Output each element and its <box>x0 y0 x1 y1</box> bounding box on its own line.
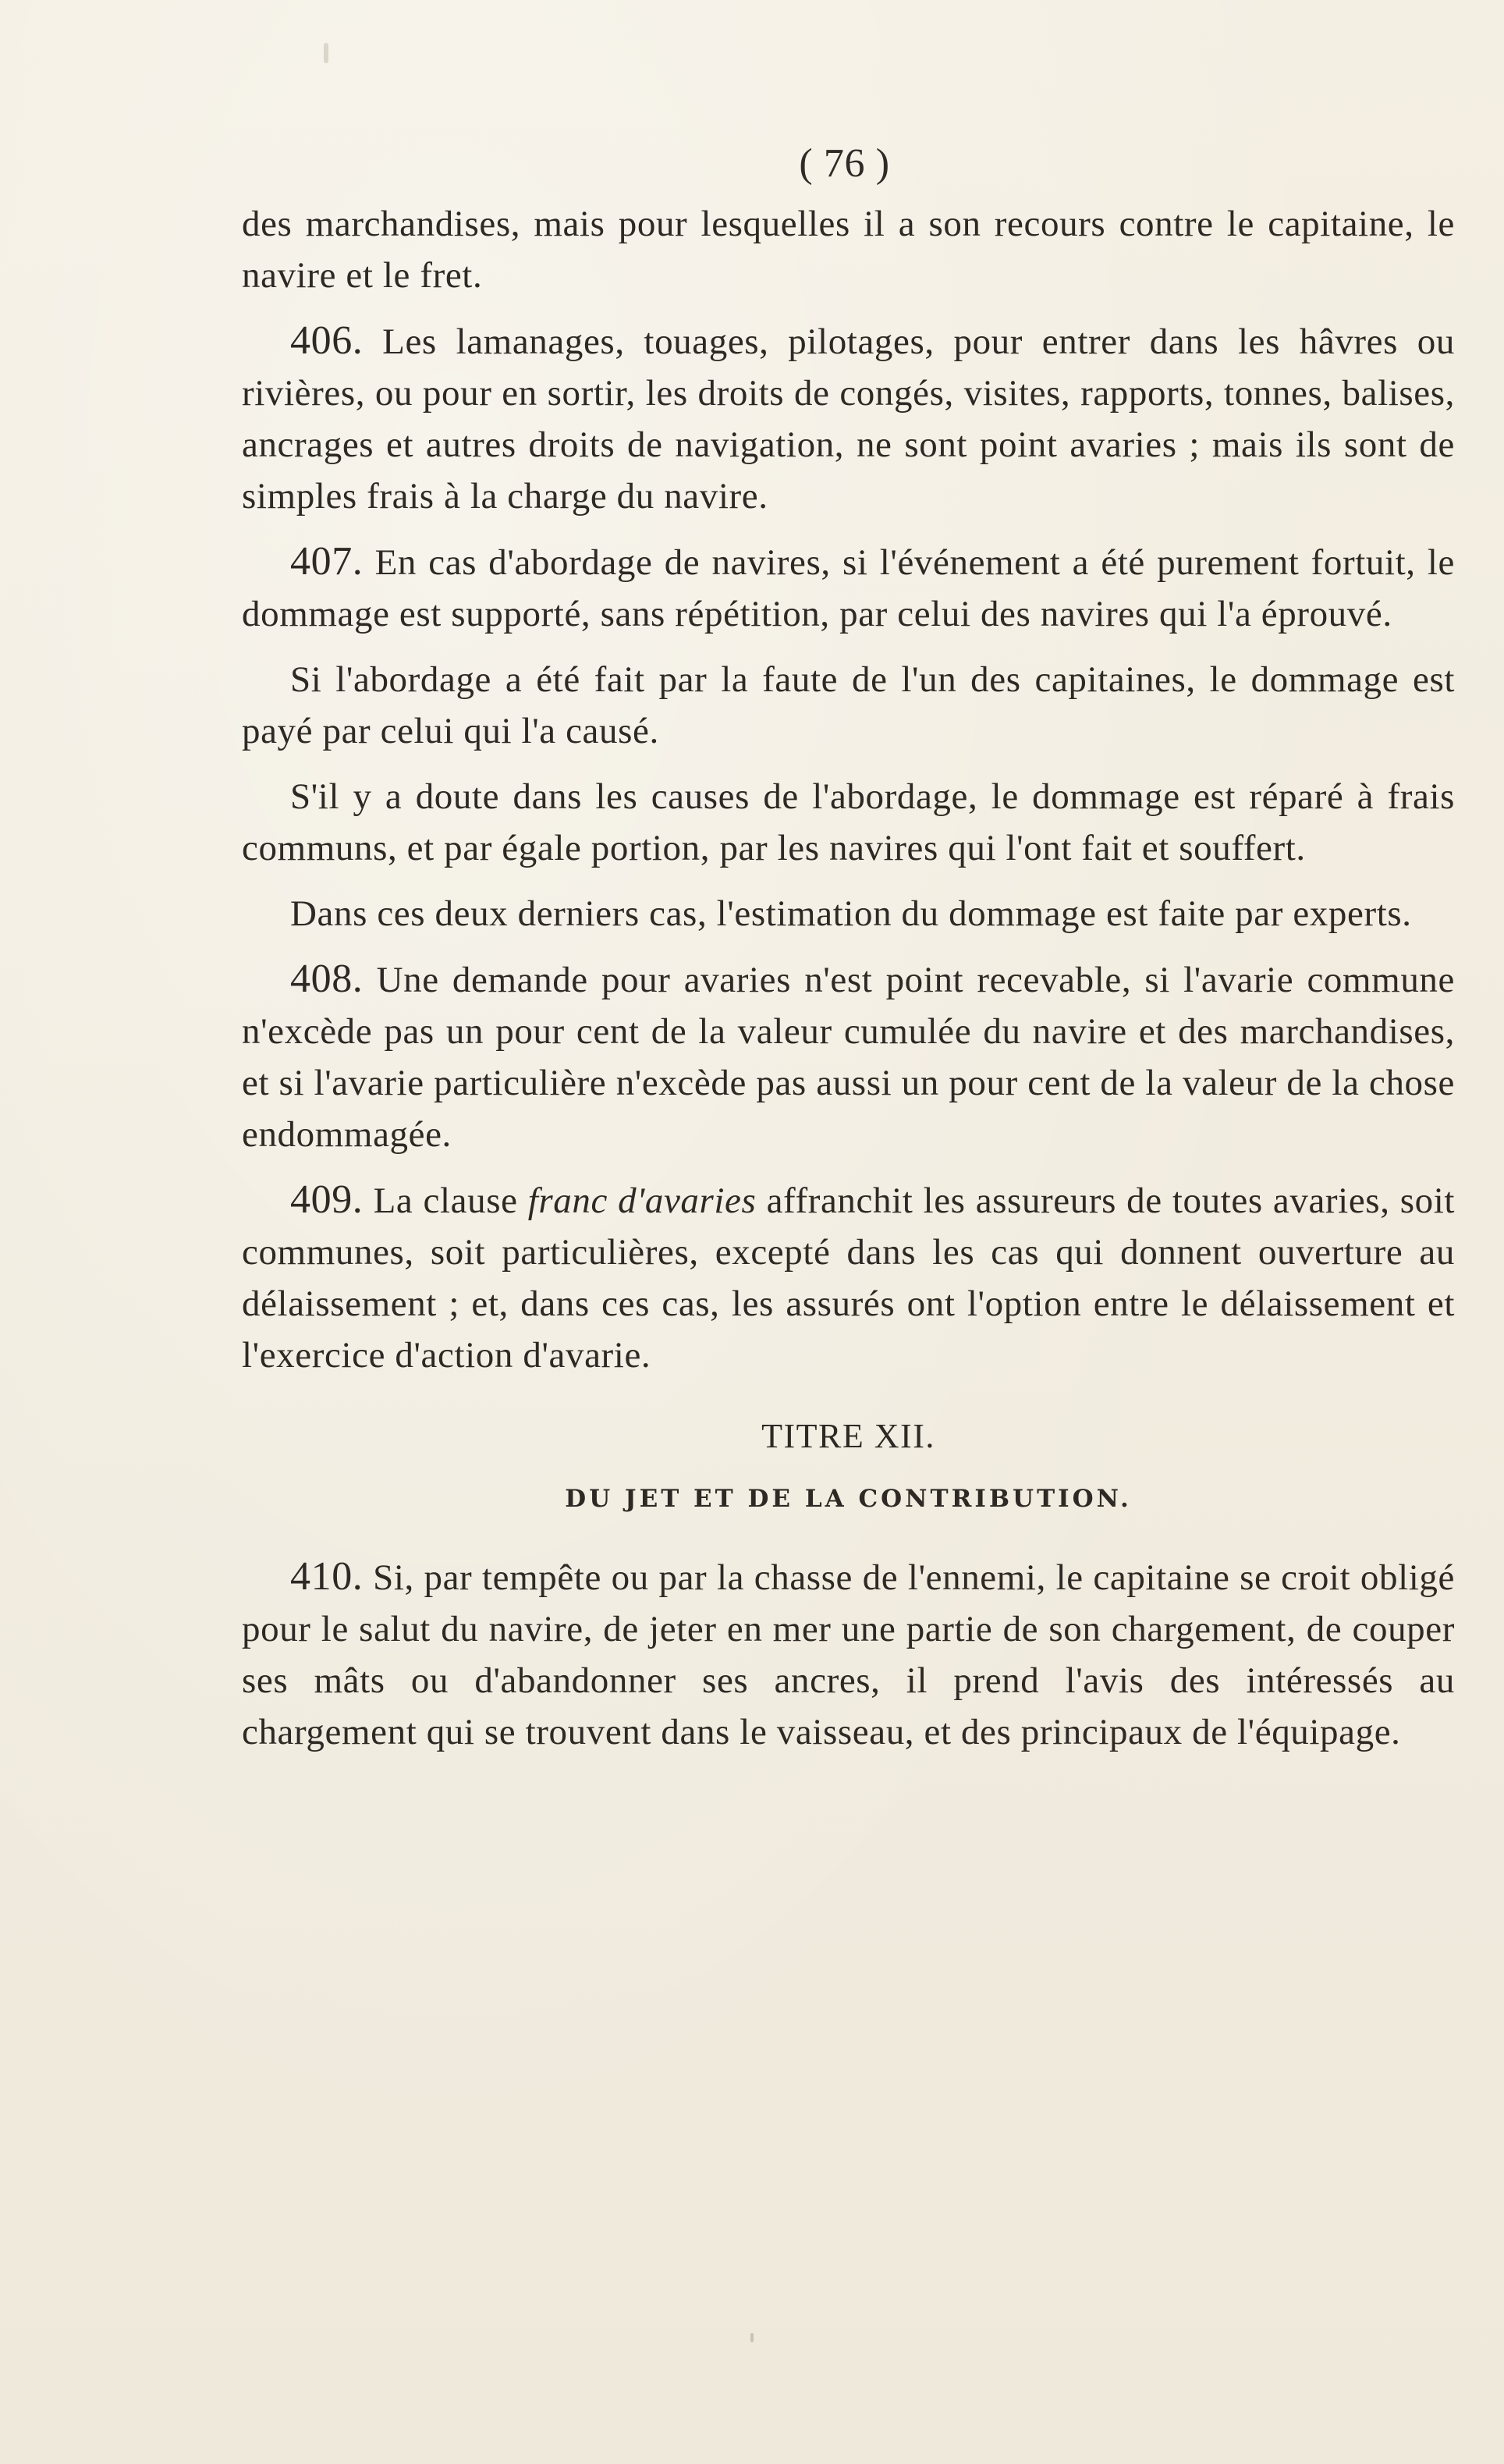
section-subtitle: DU JET ET DE LA CONTRIBUTION. <box>565 1485 1132 1513</box>
italic-term: franc d'avaries <box>527 1181 757 1221</box>
paragraph-text: Dans ces deux derniers cas, l'estimation du dommage est faite par experts. <box>290 893 1412 934</box>
article-number: 407. <box>290 539 364 584</box>
article-text-start: La clause <box>373 1181 518 1221</box>
paper-mark <box>324 43 328 63</box>
article-text: Une demande pour avaries n'est point recevable, si l'avarie commune n'excède pas un pour cent de la valeur cumulée du navire et des marchandises, et si l'avarie particulière n'excède pas aussi un pour cent de la valeur de la chose endommagée. <box>242 960 1455 1155</box>
paragraph-text: S'il y a doute dans les causes de l'abordage, le dommage est réparé à frais communs, et par égale portion, par les navires qui l'ont fait et souffert. <box>242 776 1455 868</box>
section-title: TITRE XII. <box>761 1417 935 1455</box>
paragraph-continuation <box>242 198 1455 301</box>
article-408 <box>242 953 1455 1160</box>
page-number: ( 76 ) <box>799 141 890 186</box>
page-text <box>242 140 1455 1772</box>
article-number: 410. <box>290 1554 364 1599</box>
article-407-paragraph-4 <box>242 888 1455 939</box>
article-number: 409. <box>290 1177 364 1222</box>
article-407 <box>242 536 1455 640</box>
article-409 <box>242 1174 1455 1381</box>
article-406 <box>242 315 1455 522</box>
article-410 <box>242 1551 1455 1758</box>
article-number: 408. <box>290 957 364 1001</box>
article-number: 406. <box>290 318 364 363</box>
article-text: En cas d'abordage de navires, si l'événement a été purement fortuit, le dommage est supporté, sans répétition, par celui des navires qui l'a éprouvé. <box>242 542 1455 634</box>
article-text: Les lamanages, touages, pilotages, pour entrer dans les hâvres ou rivières, ou pour en sortir, les droits de congés, visites, rapports, tonnes, balises, ancrages et autres droits de navigation, ne sont point avaries ; mais ils sont de simples frais à la charge du navire. <box>242 321 1455 517</box>
paper-mark <box>750 2333 754 2342</box>
article-text-end: affranchit les assureurs de toutes avaries, soit communes, soit particulières, excepté dans les cas qui donnent ouverture au délaissement ; et, dans ces cas, les assurés ont l'option entre le délaissement et l'exercice d'action d'avarie. <box>242 1181 1456 1376</box>
paragraph-text: des marchandises, mais pour lesquelles il a son recours contre le capitaine, le navire et le fret. <box>242 204 1455 296</box>
article-407-paragraph-2 <box>242 654 1455 757</box>
paragraph-text: Si l'abordage a été fait par la faute de l'un des capitaines, le dommage est payé par celui qui l'a causé. <box>242 659 1455 751</box>
article-407-paragraph-3 <box>242 771 1455 874</box>
article-text: Si, par tempête ou par la chasse de l'ennemi, le capitaine se croit obligé pour le salut du navire, de jeter en mer une partie de son chargement, de couper ses mâts ou d'abandonner ses ancres, il prend l'avis des intéressés au chargement qui se trouvent dans le vaisseau, et des principaux de l'équipage. <box>242 1557 1455 1752</box>
